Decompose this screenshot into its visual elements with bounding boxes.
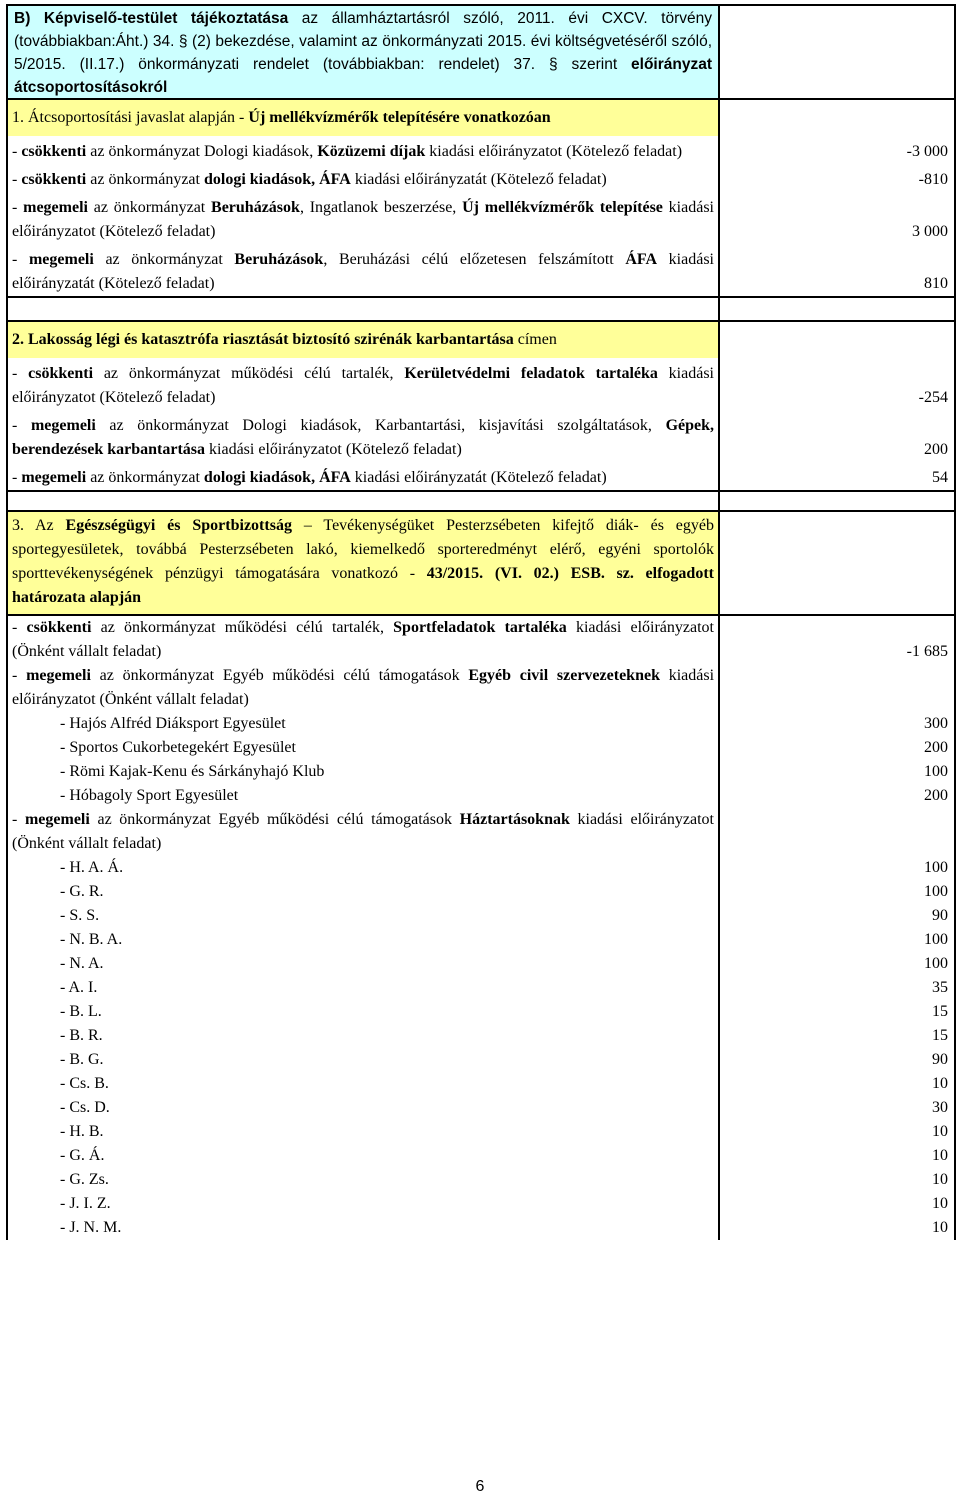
household-list-item-name: - A. I. <box>8 976 720 1000</box>
section2-item <box>6 462 956 490</box>
household-list-item-amount: 100 <box>720 880 956 904</box>
section2-item-amount: 54 <box>720 462 956 490</box>
civil-list-item-name: - Sportos Cukorbetegekért Egyesület <box>8 736 720 760</box>
household-list-item-amount: 10 <box>720 1216 956 1240</box>
section1-title-row <box>6 100 956 136</box>
household-list-item-name: - B. L. <box>8 1000 720 1024</box>
section3-civil-text: - megemeli az önkormányzat Egyéb működési célú támogatások Egyéb civil szervezeteknek kiadási előirányzatot (Önként vállalt feladat) <box>8 664 720 712</box>
household-list-item <box>6 856 956 880</box>
section2-item-amount: 200 <box>720 410 956 462</box>
household-list-item-name: - H. B. <box>8 1120 720 1144</box>
household-list-item-amount: 100 <box>720 856 956 880</box>
household-list-item-name: - J. I. Z. <box>8 1192 720 1216</box>
household-list-item <box>6 1000 956 1024</box>
section1-item-text: - csökkenti az önkormányzat Dologi kiadások, Közüzemi díjak kiadási előirányzatot (Kötelező feladat) <box>8 136 720 164</box>
section2-title-row <box>6 320 956 358</box>
household-list-item <box>6 904 956 928</box>
household-list-item-amount: 100 <box>720 952 956 976</box>
civil-list-item-amount: 100 <box>720 760 956 784</box>
section2-item-text: - megemeli az önkormányzat dologi kiadások, ÁFA kiadási előirányzatát (Kötelező feladat) <box>8 462 720 490</box>
section1-item-amount: -3 000 <box>720 136 956 164</box>
spacer-row <box>6 296 956 320</box>
section1-item-text: - megemeli az önkormányzat Beruházások, Beruházási célú előzetesen felszámított ÁFA kiadási előirányzatát (Kötelező feladat) <box>8 244 720 296</box>
section1-item-text: - megemeli az önkormányzat Beruházások, Ingatlanok beszerzése, Új mellékvízmérők telepítése kiadási előirányzatot (Kötelező feladat) <box>8 192 720 244</box>
household-list-item <box>6 952 956 976</box>
section3-household-text: - megemeli az önkormányzat Egyéb működési célú támogatások Háztartásoknak kiadási előirányzatot (Önként vállalt feladat) <box>8 808 720 856</box>
household-list-item-amount: 15 <box>720 1024 956 1048</box>
household-list-item <box>6 1072 956 1096</box>
section3-title: 3. Az Egészségügyi és Sportbizottság – Tevékenységüket Pesterzsébeten kifejtő diák- és egyéb sportegyesületek, továbbá Pesterzsébeten lakó, kiemelkedő sporteredményt elérő, egyéni sportolók sporttevékenységének pénzügyi támogatására vonatkozó - 43/2015. (VI. 02.) ESB. sz. elfogadott határozata alapján <box>8 512 720 614</box>
civil-list-item-amount: 200 <box>720 736 956 760</box>
household-list-item-amount: 10 <box>720 1168 956 1192</box>
section2-item <box>6 358 956 410</box>
section1-title: 1. Átcsoportosítási javaslat alapján - Új mellékvízmérők telepítésére vonatkozóan <box>8 100 720 136</box>
household-list-item-name: - J. N. M. <box>8 1216 720 1240</box>
household-list-item-name: - B. R. <box>8 1024 720 1048</box>
household-list-item-amount: 10 <box>720 1120 956 1144</box>
civil-list-item <box>6 760 956 784</box>
household-list-item-name: - G. R. <box>8 880 720 904</box>
page-number: 6 <box>475 1478 485 1495</box>
household-list-item-name: - N. A. <box>8 952 720 976</box>
civil-list-item <box>6 712 956 736</box>
household-list-item-amount: 90 <box>720 904 956 928</box>
section3-reduce-text: - csökkenti az önkormányzat működési célú tartalék, Sportfeladatok tartaléka kiadási előirányzatot (Önként vállalt feladat) <box>8 616 720 664</box>
section1-item <box>6 244 956 296</box>
household-list-item <box>6 1096 956 1120</box>
document-table <box>6 4 956 1240</box>
header-amount-cell <box>720 6 956 98</box>
header-bold-2: előirányzat átcsoportosításokról <box>14 56 712 96</box>
household-list-item-name: - Cs. D. <box>8 1096 720 1120</box>
household-list-item-name: - B. G. <box>8 1048 720 1072</box>
household-list-item-name: - G. Á. <box>8 1144 720 1168</box>
section2-item-text: - megemeli az önkormányzat Dologi kiadások, Karbantartási, kisjavítási szolgáltatások, Gépek, berendezések karbantartása kiadási előirányzatot (Kötelező feladat) <box>8 410 720 462</box>
header-bold-1: B) Képviselő-testület tájékoztatása <box>14 10 289 27</box>
household-list-item-amount: 35 <box>720 976 956 1000</box>
section1-item <box>6 192 956 244</box>
section1-item-amount: -810 <box>720 164 956 192</box>
header-plain: az államháztartásról szóló, 2011. évi CXCV. törvény (továbbiakban:Áht.) 34. § (2) bekezdése, valamint az önkormányzati 2015. évi költségvetéséről szóló, 5/2015. (II.17.) önkormányzati rendelet (továbbiakban: rendelet) 37. § szerint <box>14 10 712 73</box>
household-list-item <box>6 1120 956 1144</box>
household-list-item-amount: 30 <box>720 1096 956 1120</box>
civil-list-item <box>6 736 956 760</box>
civil-list-item-name: - Hajós Alfréd Diáksport Egyesület <box>8 712 720 736</box>
section3-civil-row <box>6 664 956 712</box>
section1-item <box>6 136 956 164</box>
household-list-item <box>6 1048 956 1072</box>
household-list-item-amount: 100 <box>720 928 956 952</box>
household-list-item-amount: 10 <box>720 1192 956 1216</box>
section1-item <box>6 164 956 192</box>
civil-list-item-amount: 300 <box>720 712 956 736</box>
header-text <box>8 6 720 98</box>
section3-household-row <box>6 808 956 856</box>
household-list-item <box>6 1192 956 1216</box>
household-list-item-amount: 15 <box>720 1000 956 1024</box>
household-list-item <box>6 1024 956 1048</box>
household-list-item <box>6 1216 956 1240</box>
household-list-item-name: - Cs. B. <box>8 1072 720 1096</box>
household-list-item-amount: 90 <box>720 1048 956 1072</box>
household-list-item <box>6 928 956 952</box>
section1-item-amount: 810 <box>720 244 956 296</box>
section2-item-text: - csökkenti az önkormányzat működési célú tartalék, Kerületvédelmi feladatok tartaléka kiadási előirányzatot (Kötelező feladat) <box>8 358 720 410</box>
section3-title-row <box>6 510 956 616</box>
household-list-item <box>6 976 956 1000</box>
household-list-item <box>6 1168 956 1192</box>
section3-reduce-row <box>6 616 956 664</box>
civil-list-item-name: - Hóbagoly Sport Egyesület <box>8 784 720 808</box>
section2-title: 2. Lakosság légi és katasztrófa riasztását biztosító szirénák karbantartása címen <box>8 322 720 358</box>
household-list-item-name: - S. S. <box>8 904 720 928</box>
section3-reduce-amount: -1 685 <box>720 616 956 664</box>
household-list-item-amount: 10 <box>720 1144 956 1168</box>
household-list-item <box>6 1144 956 1168</box>
section1-item-text: - csökkenti az önkormányzat dologi kiadások, ÁFA kiadási előirányzatát (Kötelező feladat) <box>8 164 720 192</box>
civil-list-item-amount: 200 <box>720 784 956 808</box>
household-list-item-name: - G. Zs. <box>8 1168 720 1192</box>
header-row <box>6 4 956 100</box>
household-list-item <box>6 880 956 904</box>
civil-list-item-name: - Römi Kajak-Kenu és Sárkányhajó Klub <box>8 760 720 784</box>
household-list-item-name: - N. B. A. <box>8 928 720 952</box>
section2-item-amount: -254 <box>720 358 956 410</box>
section2-item <box>6 410 956 462</box>
civil-list-item <box>6 784 956 808</box>
household-list-item-amount: 10 <box>720 1072 956 1096</box>
spacer-row <box>6 490 956 510</box>
household-list-item-name: - H. A. Á. <box>8 856 720 880</box>
section1-item-amount: 3 000 <box>720 192 956 244</box>
